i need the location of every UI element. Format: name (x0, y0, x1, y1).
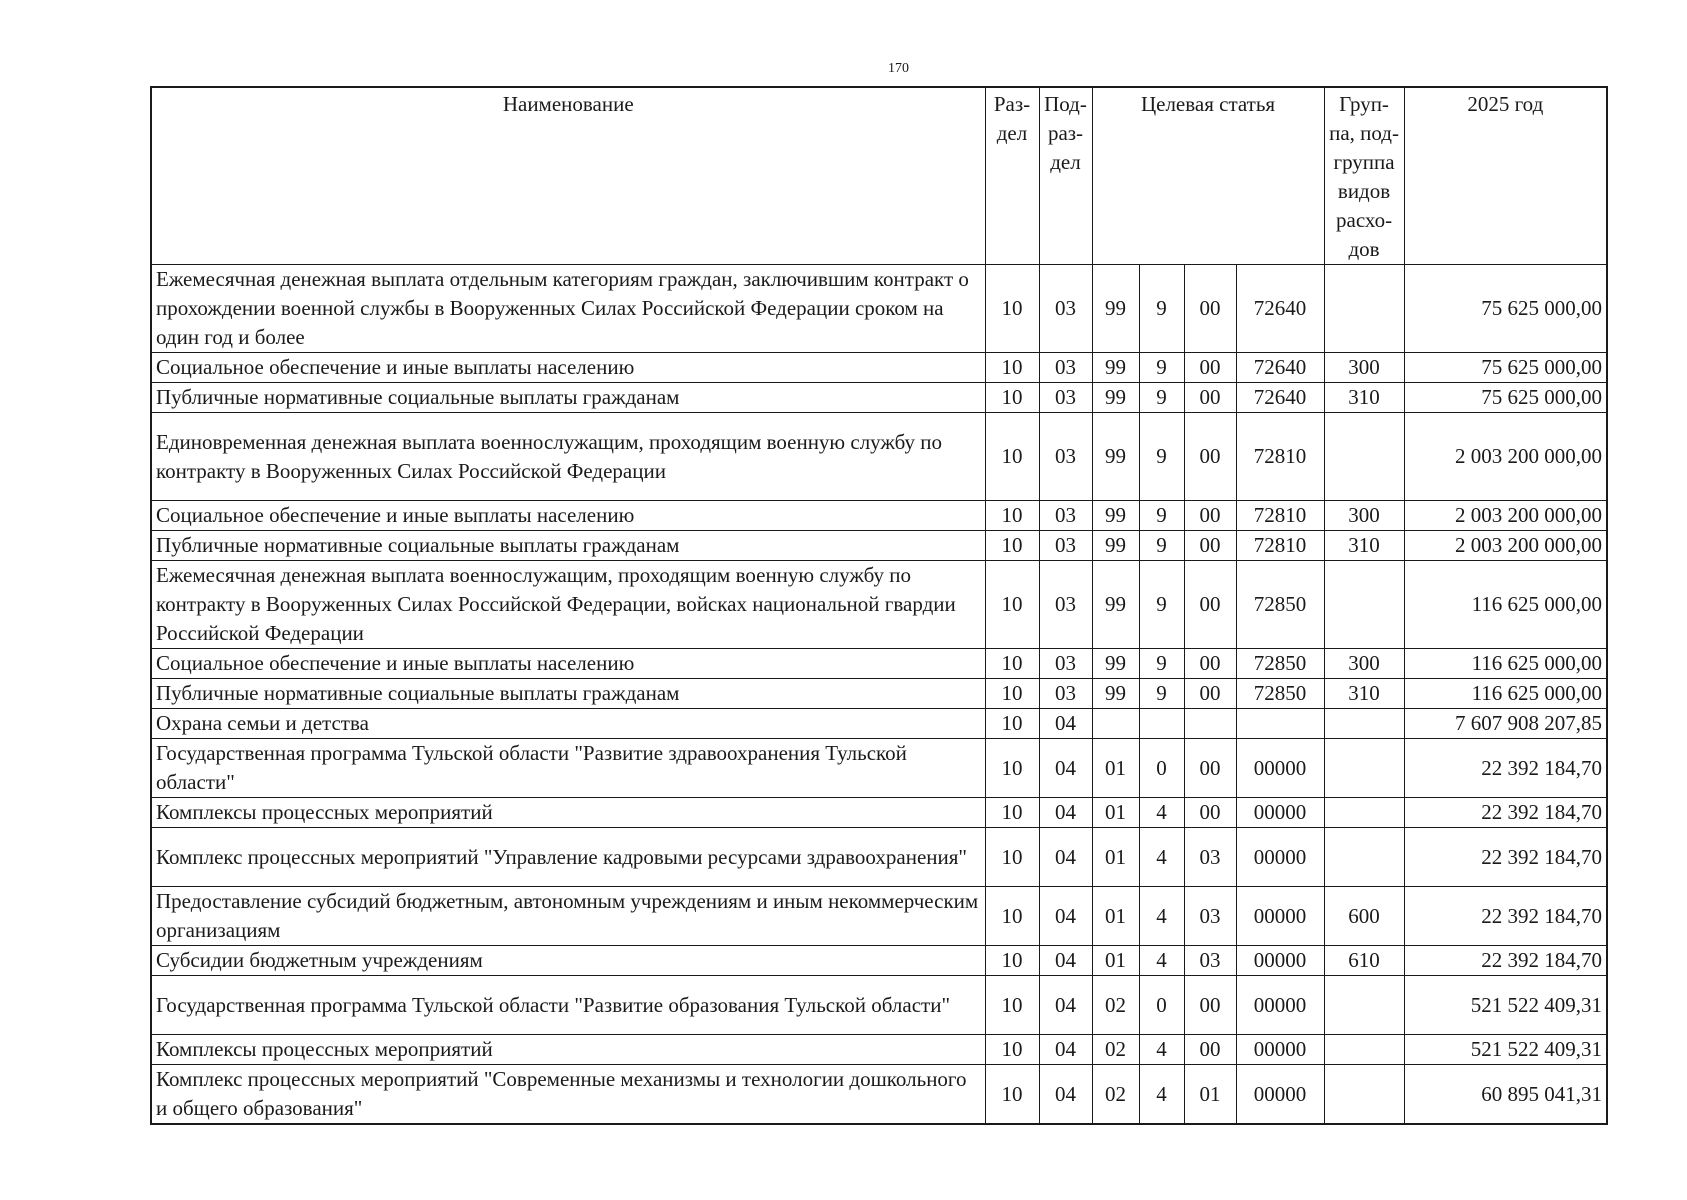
table-row (151, 561, 1607, 649)
table-row (151, 946, 1607, 976)
row-razdel: 10 (985, 798, 1039, 828)
row-razdel: 10 (985, 976, 1039, 1035)
header-row (151, 87, 1607, 265)
row-target-direction: 00000 (1236, 1065, 1324, 1125)
row-target-program: 01 (1092, 739, 1139, 798)
row-target-program: 99 (1092, 679, 1139, 709)
row-name: Публичные нормативные социальные выплаты гражданам (151, 679, 985, 709)
row-name: Социальное обеспечение и иные выплаты населению (151, 649, 985, 679)
header-name: Наименование (151, 87, 985, 265)
row-podrazdel: 03 (1039, 531, 1092, 561)
table-row (151, 531, 1607, 561)
row-name: Предоставление субсидий бюджетным, автономным учреждениям и иным некоммерческим организациям (151, 887, 985, 946)
row-target-program (1092, 709, 1139, 739)
row-target-type: 9 (1139, 679, 1184, 709)
row-name: Государственная программа Тульской области "Развитие образования Тульской области" (151, 976, 985, 1035)
table-row (151, 976, 1607, 1035)
row-target-type: 9 (1139, 531, 1184, 561)
row-name: Комплексы процессных мероприятий (151, 798, 985, 828)
row-target-subprogram: 00 (1184, 739, 1236, 798)
row-name: Комплексы процессных мероприятий (151, 1035, 985, 1065)
row-target-direction: 00000 (1236, 739, 1324, 798)
row-target-subprogram: 00 (1184, 976, 1236, 1035)
row-target-subprogram: 00 (1184, 501, 1236, 531)
table-row (151, 739, 1607, 798)
row-target-direction: 72640 (1236, 383, 1324, 413)
row-target-type: 4 (1139, 828, 1184, 887)
row-razdel: 10 (985, 649, 1039, 679)
row-target-subprogram: 00 (1184, 1035, 1236, 1065)
row-target-subprogram: 00 (1184, 265, 1236, 353)
row-target-type: 9 (1139, 413, 1184, 501)
table-row (151, 353, 1607, 383)
table-row (151, 501, 1607, 531)
row-amount: 22 392 184,70 (1404, 828, 1607, 887)
row-target-program: 01 (1092, 946, 1139, 976)
row-name: Единовременная денежная выплата военнослужащим, проходящим военную службу по контракту в Вооруженных Силах Российской Федерации (151, 413, 985, 501)
row-target-direction: 72810 (1236, 501, 1324, 531)
row-razdel: 10 (985, 265, 1039, 353)
row-target-program: 01 (1092, 887, 1139, 946)
row-amount: 116 625 000,00 (1404, 649, 1607, 679)
row-target-type: 9 (1139, 649, 1184, 679)
row-amount: 521 522 409,31 (1404, 976, 1607, 1035)
row-podrazdel: 03 (1039, 501, 1092, 531)
row-expense-group (1324, 1065, 1404, 1125)
table-body (151, 265, 1607, 1125)
header-expense-group: Груп- па, под- группа видов расхо- дов (1324, 87, 1404, 265)
row-target-program: 99 (1092, 353, 1139, 383)
row-name: Публичные нормативные социальные выплаты гражданам (151, 383, 985, 413)
row-expense-group (1324, 798, 1404, 828)
row-expense-group (1324, 265, 1404, 353)
row-razdel: 10 (985, 887, 1039, 946)
row-razdel: 10 (985, 383, 1039, 413)
row-target-direction: 72640 (1236, 265, 1324, 353)
row-razdel: 10 (985, 561, 1039, 649)
row-target-type: 4 (1139, 946, 1184, 976)
row-expense-group: 300 (1324, 501, 1404, 531)
row-target-type: 4 (1139, 887, 1184, 946)
row-podrazdel: 03 (1039, 265, 1092, 353)
row-podrazdel: 03 (1039, 383, 1092, 413)
row-name: Государственная программа Тульской области "Развитие здравоохранения Тульской области" (151, 739, 985, 798)
row-razdel: 10 (985, 739, 1039, 798)
row-expense-group (1324, 739, 1404, 798)
row-amount: 22 392 184,70 (1404, 798, 1607, 828)
row-target-subprogram: 01 (1184, 1065, 1236, 1125)
row-target-type: 9 (1139, 353, 1184, 383)
row-target-program: 01 (1092, 828, 1139, 887)
row-razdel: 10 (985, 353, 1039, 383)
row-target-direction: 00000 (1236, 887, 1324, 946)
row-expense-group: 310 (1324, 679, 1404, 709)
row-target-type: 9 (1139, 383, 1184, 413)
row-razdel: 10 (985, 1035, 1039, 1065)
row-target-direction: 72810 (1236, 531, 1324, 561)
table-row (151, 649, 1607, 679)
table-row (151, 828, 1607, 887)
table-row (151, 709, 1607, 739)
row-razdel: 10 (985, 946, 1039, 976)
page-number: 170 (888, 61, 909, 76)
row-target-subprogram: 00 (1184, 531, 1236, 561)
row-target-direction: 72850 (1236, 649, 1324, 679)
row-amount: 75 625 000,00 (1404, 265, 1607, 353)
row-target-subprogram: 03 (1184, 887, 1236, 946)
row-target-direction: 72850 (1236, 561, 1324, 649)
row-amount: 7 607 908 207,85 (1404, 709, 1607, 739)
row-expense-group (1324, 709, 1404, 739)
row-target-program: 99 (1092, 265, 1139, 353)
row-target-direction (1236, 709, 1324, 739)
row-amount: 521 522 409,31 (1404, 1035, 1607, 1065)
row-target-type: 0 (1139, 976, 1184, 1035)
row-target-program: 02 (1092, 1035, 1139, 1065)
row-podrazdel: 04 (1039, 946, 1092, 976)
row-target-program: 01 (1092, 798, 1139, 828)
row-target-type: 0 (1139, 739, 1184, 798)
row-target-subprogram: 00 (1184, 413, 1236, 501)
row-target-type: 4 (1139, 1065, 1184, 1125)
header-razdel: Раз- дел (985, 87, 1039, 265)
row-target-subprogram: 00 (1184, 353, 1236, 383)
row-target-program: 02 (1092, 1065, 1139, 1125)
row-expense-group: 600 (1324, 887, 1404, 946)
row-target-subprogram: 03 (1184, 828, 1236, 887)
row-expense-group (1324, 413, 1404, 501)
row-razdel: 10 (985, 413, 1039, 501)
row-target-subprogram: 00 (1184, 679, 1236, 709)
row-target-direction: 00000 (1236, 798, 1324, 828)
row-target-program: 99 (1092, 649, 1139, 679)
row-razdel: 10 (985, 531, 1039, 561)
row-amount: 60 895 041,31 (1404, 1065, 1607, 1125)
row-expense-group (1324, 561, 1404, 649)
row-target-type: 9 (1139, 561, 1184, 649)
row-amount: 116 625 000,00 (1404, 679, 1607, 709)
row-razdel: 10 (985, 679, 1039, 709)
row-expense-group: 310 (1324, 383, 1404, 413)
row-name: Ежемесячная денежная выплата отдельным категориям граждан, заключившим контракт о прохождении военной службы в Вооруженных Силах Российской Федерации сроком на один год и более (151, 265, 985, 353)
row-expense-group (1324, 828, 1404, 887)
row-amount: 75 625 000,00 (1404, 383, 1607, 413)
row-podrazdel: 04 (1039, 887, 1092, 946)
budget-table (150, 86, 1608, 1125)
row-name: Комплекс процессных мероприятий "Современные механизмы и технологии дошкольного и общего образования" (151, 1065, 985, 1125)
header-year: 2025 год (1404, 87, 1607, 265)
row-target-direction: 72810 (1236, 413, 1324, 501)
row-target-program: 99 (1092, 501, 1139, 531)
row-podrazdel: 04 (1039, 739, 1092, 798)
row-target-subprogram: 00 (1184, 798, 1236, 828)
header-target-article: Целевая статья (1092, 87, 1324, 265)
table-row (151, 887, 1607, 946)
row-name: Охрана семьи и детства (151, 709, 985, 739)
row-podrazdel: 03 (1039, 413, 1092, 501)
row-amount: 2 003 200 000,00 (1404, 413, 1607, 501)
row-podrazdel: 03 (1039, 649, 1092, 679)
row-expense-group: 310 (1324, 531, 1404, 561)
row-name: Комплекс процессных мероприятий "Управление кадровыми ресурсами здравоохранения" (151, 828, 985, 887)
row-podrazdel: 04 (1039, 828, 1092, 887)
row-target-subprogram: 00 (1184, 383, 1236, 413)
row-podrazdel: 04 (1039, 1035, 1092, 1065)
row-name: Социальное обеспечение и иные выплаты населению (151, 353, 985, 383)
row-podrazdel: 04 (1039, 798, 1092, 828)
row-target-program: 99 (1092, 383, 1139, 413)
row-podrazdel: 04 (1039, 976, 1092, 1035)
row-target-type: 9 (1139, 501, 1184, 531)
row-name: Ежемесячная денежная выплата военнослужащим, проходящим военную службу по контракту в Вооруженных Силах Российской Федерации, войсках национальной гвардии Российской Федерации (151, 561, 985, 649)
row-amount: 22 392 184,70 (1404, 946, 1607, 976)
row-target-type: 4 (1139, 1035, 1184, 1065)
row-name: Субсидии бюджетным учреждениям (151, 946, 985, 976)
row-amount: 2 003 200 000,00 (1404, 501, 1607, 531)
row-target-subprogram: 03 (1184, 946, 1236, 976)
table-row (151, 1065, 1607, 1125)
row-podrazdel: 04 (1039, 1065, 1092, 1125)
row-target-direction: 72640 (1236, 353, 1324, 383)
row-target-direction: 00000 (1236, 828, 1324, 887)
table-row (151, 679, 1607, 709)
row-name: Социальное обеспечение и иные выплаты населению (151, 501, 985, 531)
row-amount: 116 625 000,00 (1404, 561, 1607, 649)
row-amount: 75 625 000,00 (1404, 353, 1607, 383)
row-expense-group: 300 (1324, 649, 1404, 679)
row-target-direction: 72850 (1236, 679, 1324, 709)
row-target-direction: 00000 (1236, 946, 1324, 976)
row-target-type: 4 (1139, 798, 1184, 828)
row-amount: 22 392 184,70 (1404, 887, 1607, 946)
row-target-program: 02 (1092, 976, 1139, 1035)
row-target-subprogram (1184, 709, 1236, 739)
row-target-program: 99 (1092, 413, 1139, 501)
row-razdel: 10 (985, 828, 1039, 887)
row-amount: 22 392 184,70 (1404, 739, 1607, 798)
row-target-subprogram: 00 (1184, 561, 1236, 649)
row-razdel: 10 (985, 501, 1039, 531)
row-target-type: 9 (1139, 265, 1184, 353)
table-row (151, 1035, 1607, 1065)
row-expense-group (1324, 976, 1404, 1035)
row-razdel: 10 (985, 709, 1039, 739)
row-target-subprogram: 00 (1184, 649, 1236, 679)
row-podrazdel: 03 (1039, 353, 1092, 383)
row-expense-group: 610 (1324, 946, 1404, 976)
table-row (151, 265, 1607, 353)
row-target-type (1139, 709, 1184, 739)
row-expense-group: 300 (1324, 353, 1404, 383)
table-row (151, 798, 1607, 828)
row-podrazdel: 03 (1039, 679, 1092, 709)
row-target-program: 99 (1092, 561, 1139, 649)
row-expense-group (1324, 1035, 1404, 1065)
row-amount: 2 003 200 000,00 (1404, 531, 1607, 561)
row-name: Публичные нормативные социальные выплаты гражданам (151, 531, 985, 561)
table-row (151, 413, 1607, 501)
header-podrazdel: Под- раз- дел (1039, 87, 1092, 265)
row-razdel: 10 (985, 1065, 1039, 1125)
row-target-direction: 00000 (1236, 1035, 1324, 1065)
row-target-direction: 00000 (1236, 976, 1324, 1035)
row-podrazdel: 04 (1039, 709, 1092, 739)
row-podrazdel: 03 (1039, 561, 1092, 649)
row-target-program: 99 (1092, 531, 1139, 561)
table-row (151, 383, 1607, 413)
